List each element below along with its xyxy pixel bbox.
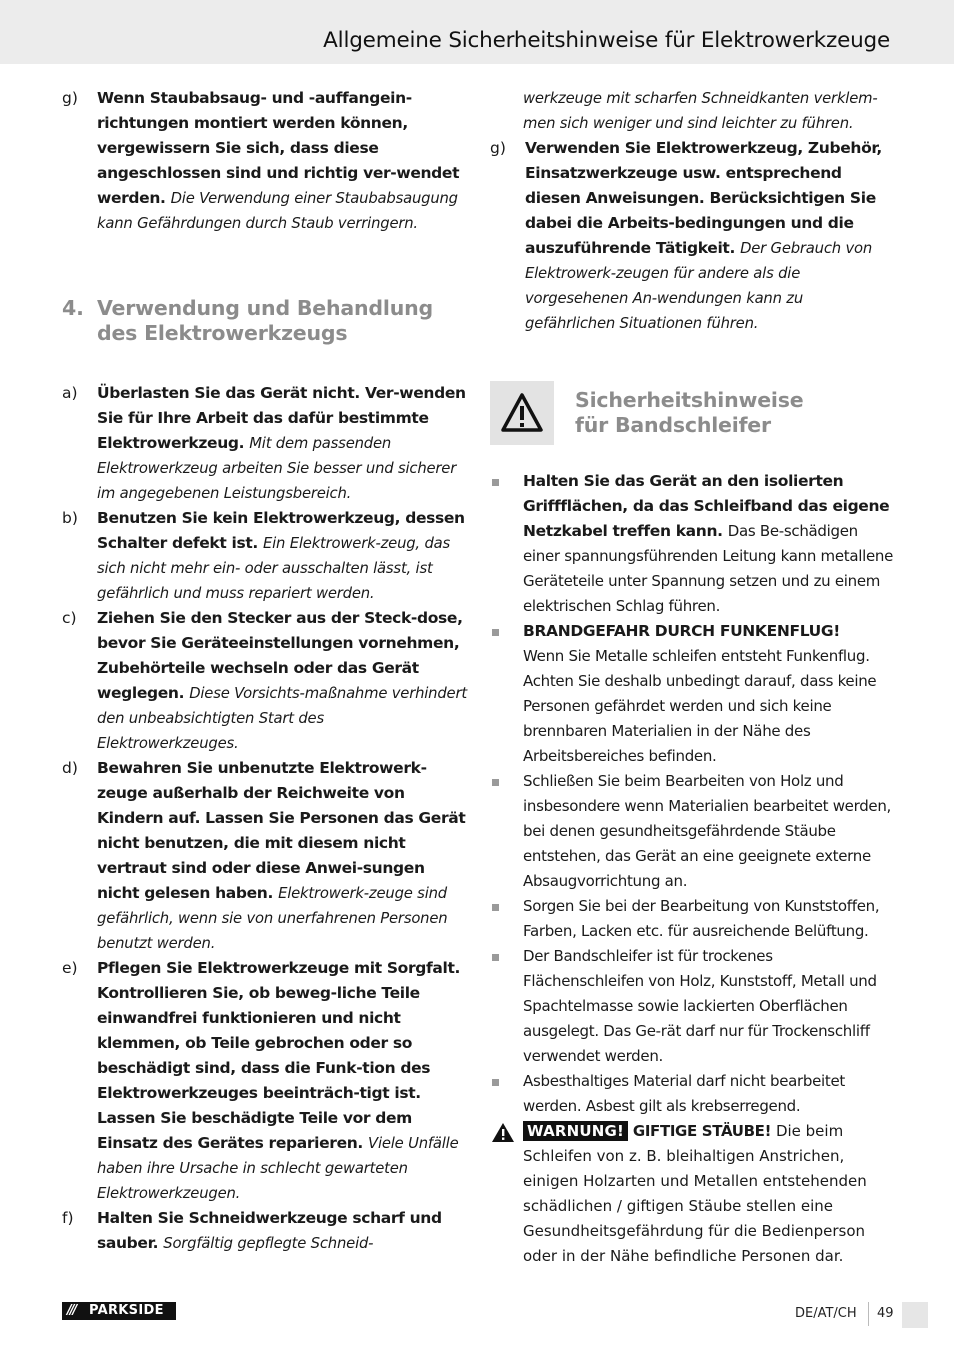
item-italic-text: Diese Vorsichts-maßnahme verhindert den unbeabsichtigten Start des Elektrowerkzeuges. xyxy=(97,685,467,752)
item-bold-text: Bewahren Sie unbenutzte Elektrowerk-zeuge außerhalb der Reichweite von Kindern auf. Lassen Sie Personen das Gerät nicht benutzen, die mit diesem nicht vertraut sind oder diese Anwei-sungen nicht gelesen haben. xyxy=(97,759,466,902)
continued-text xyxy=(490,86,895,136)
bullet-item xyxy=(490,1069,895,1119)
item-marker: c) xyxy=(62,609,77,627)
item-bold-text: Pflegen Sie Elektrowerkzeuge mit Sorgfalt. Kontrollieren Sie, ob beweg-liche Teile einwandfrei funktionieren und nicht klemmen, ob Teile gebrochen oder so beschädigt sind, dass die Funk-tion des Elektrowerkzeuges beeinträch-tigt ist. Lassen Sie beschädigte Teile vor dem Einsatz des Gerätes reparieren. xyxy=(97,959,461,1152)
list-item-a xyxy=(62,381,467,506)
item-bold-text: Wenn Staubabsaug- und -auffangein-richtungen montiert werden können, vergewissern Sie sich, dass diese angeschlossen sind und richtig ver-wendet werden. xyxy=(97,89,460,207)
bullet-text: Wenn Sie Metalle schleifen entsteht Funkenflug. Achten Sie deshalb unbedingt darauf, dass keine Personen gefährdet werden und sich keine brennbaren Materialien in der Nähe des Arbeitsbereiches befinden. xyxy=(523,647,877,765)
item-marker: d) xyxy=(62,759,78,777)
bullet-square-icon xyxy=(492,779,499,786)
bullet-square-icon xyxy=(492,479,499,486)
item-marker: f) xyxy=(62,1209,74,1227)
item-bold-text: Ziehen Sie den Stecker aus der Steck-dose, bevor Sie Geräteeinstellungen vornehmen, Zubehörteile wechseln oder das Gerät weglegen. xyxy=(97,609,463,702)
item-italic-text: Viele Unfälle haben ihre Ursache in schlecht gewarteten Elektrowerkzeugen. xyxy=(97,1135,459,1202)
bullet-text: Das Be-schädigen einer spannungsführenden Leitung kann metallene Geräteteile unter Spannung setzen und zu einem elektrischen Schlag führen. xyxy=(523,522,894,615)
warning-badge: WARNUNG! xyxy=(523,1121,628,1141)
bullet-bold-text: BRANDGEFAHR DURCH FUNKENFLUG! xyxy=(523,622,840,640)
list-item-f xyxy=(62,1206,467,1256)
bullet-square-icon xyxy=(492,954,499,961)
item-italic-text: Mit dem passenden Elektrowerkzeug arbeiten Sie besser und sicherer im angegebenen Leistungsbereich. xyxy=(97,435,457,502)
item-bold-text: Überlasten Sie das Gerät nicht. Ver-wenden Sie für Ihre Arbeit das dafür bestimmte Elektrowerkzeug. xyxy=(97,384,466,452)
list-item-c xyxy=(62,606,467,756)
footer-language-code: DE/AT/CH xyxy=(795,1306,857,1321)
footer-divider xyxy=(868,1302,869,1326)
left-column xyxy=(62,86,467,1256)
page-header xyxy=(0,0,954,64)
warning-text: Die beim Schleifen von z. B. bleihaltigen Anstrichen, einigen Holzarten und Metallen entstehenden schädlichen / giftigen Stäube stellen eine Gesundheitsgefährdung für die Bedienperson oder in der Nähe befindliche Personen dar. xyxy=(523,1122,867,1265)
list-item-e xyxy=(62,956,467,1206)
item-italic-text: Der Gebrauch von Elektrowerk-zeugen für andere als die vorgesehenen An-wendungen kann zu gefährlichen Situationen führen. xyxy=(525,240,873,332)
bullet-text: Sorgen Sie bei der Bearbeitung von Kunststoffen, Farben, Lacken etc. für ausreichende Belüftung. xyxy=(523,897,880,940)
bullet-square-icon xyxy=(492,629,499,636)
bullet-bold-text: Halten Sie das Gerät an den isolierten Griffflächen, da das Schleifband das eigene Netzkabel treffen kann. xyxy=(523,472,890,540)
warning-item xyxy=(490,1119,895,1269)
list-item-b xyxy=(62,506,467,606)
list-item-g xyxy=(490,136,895,336)
section-title: Verwendung und Behandlung des Elektrowerkzeugs xyxy=(97,296,433,345)
item-italic-text: werkzeuge mit scharfen Schneidkanten verklem-men sich weniger und sind leichter zu führen. xyxy=(523,90,878,132)
item-italic-text: Die Verwendung einer Staubabsaugung kann Gefährdungen durch Staub verringern. xyxy=(97,190,458,232)
parkside-logo xyxy=(62,1302,176,1320)
item-bold-text: Verwenden Sie Elektrowerkzeug, Zubehör, Einsatzwerkzeuge usw. entsprechend diesen Anweisungen. Berücksichtigen Sie dabei die Arbeits-bedingungen und die auszuführende Tätigkeit. xyxy=(525,139,882,257)
section-number: 4. xyxy=(62,296,84,320)
list-item-g xyxy=(62,86,467,236)
bullet-text: Der Bandschleifer ist für trockenes Flächenschleifen von Holz, Kunststoff, Metall und Spachtelmasse sowie lackierten Oberflächen ausgelegt. Das Ge-rät darf nur für Trockenschliff verwendet werden. xyxy=(523,947,877,1065)
bullet-text: Schließen Sie beim Bearbeiten von Holz und insbesondere wenn Materialien bearbeitet werden, bei denen gesundheitsgefährdende Stäube entstehen, das Gerät an eine geeignete externe Absaugvorrichtung an. xyxy=(523,772,892,890)
list-item-d xyxy=(62,756,467,956)
warning-triangle-icon xyxy=(490,381,554,445)
item-italic-text: Elektrowerk-zeuge sind gefährlich, wenn sie von unerfahrenen Personen benutzt werden. xyxy=(97,885,448,952)
bullet-item xyxy=(490,619,895,769)
bullet-square-icon xyxy=(492,904,499,911)
section-title: Sicherheitshinweise für Bandschleifer xyxy=(575,388,804,437)
page-title: Allgemeine Sicherheitshinweise für Elektrowerkzeuge xyxy=(323,28,890,53)
page-number: 49 xyxy=(877,1306,894,1321)
warning-bold-text: GIFTIGE STÄUBE! xyxy=(632,1122,776,1140)
item-marker: g) xyxy=(62,89,78,107)
bullet-text: Asbesthaltiges Material darf nicht bearbeitet werden. Asbest gilt als krebserregend. xyxy=(523,1072,846,1115)
footer-gray-box xyxy=(902,1302,928,1328)
logo-text: PARKSIDE xyxy=(89,1303,164,1318)
item-marker: a) xyxy=(62,384,78,402)
item-italic-text: Ein Elektrowerk-zeug, das sich nicht mehr ein- oder ausschalten lässt, ist gefährlich und muss repariert werden. xyxy=(97,535,451,602)
bullet-item xyxy=(490,769,895,894)
section-heading-4 xyxy=(62,296,467,346)
item-bold-text: Benutzen Sie kein Elektrowerkzeug, dessen Schalter defekt ist. xyxy=(97,509,465,552)
item-marker: b) xyxy=(62,509,78,527)
bullet-item xyxy=(490,944,895,1069)
logo-stripes: /// xyxy=(67,1303,76,1318)
bullet-square-icon xyxy=(492,1079,499,1086)
bullet-item xyxy=(490,469,895,619)
item-marker: g) xyxy=(490,139,506,157)
item-marker: e) xyxy=(62,959,78,977)
item-italic-text: Sorgfältig gepflegte Schneid- xyxy=(163,1235,374,1252)
right-column xyxy=(490,86,895,1269)
warning-triangle-icon xyxy=(492,1123,514,1150)
safety-section-heading xyxy=(490,381,895,447)
bullet-item xyxy=(490,894,895,944)
item-bold-text: Halten Sie Schneidwerkzeuge scharf und sauber. xyxy=(97,1209,442,1252)
